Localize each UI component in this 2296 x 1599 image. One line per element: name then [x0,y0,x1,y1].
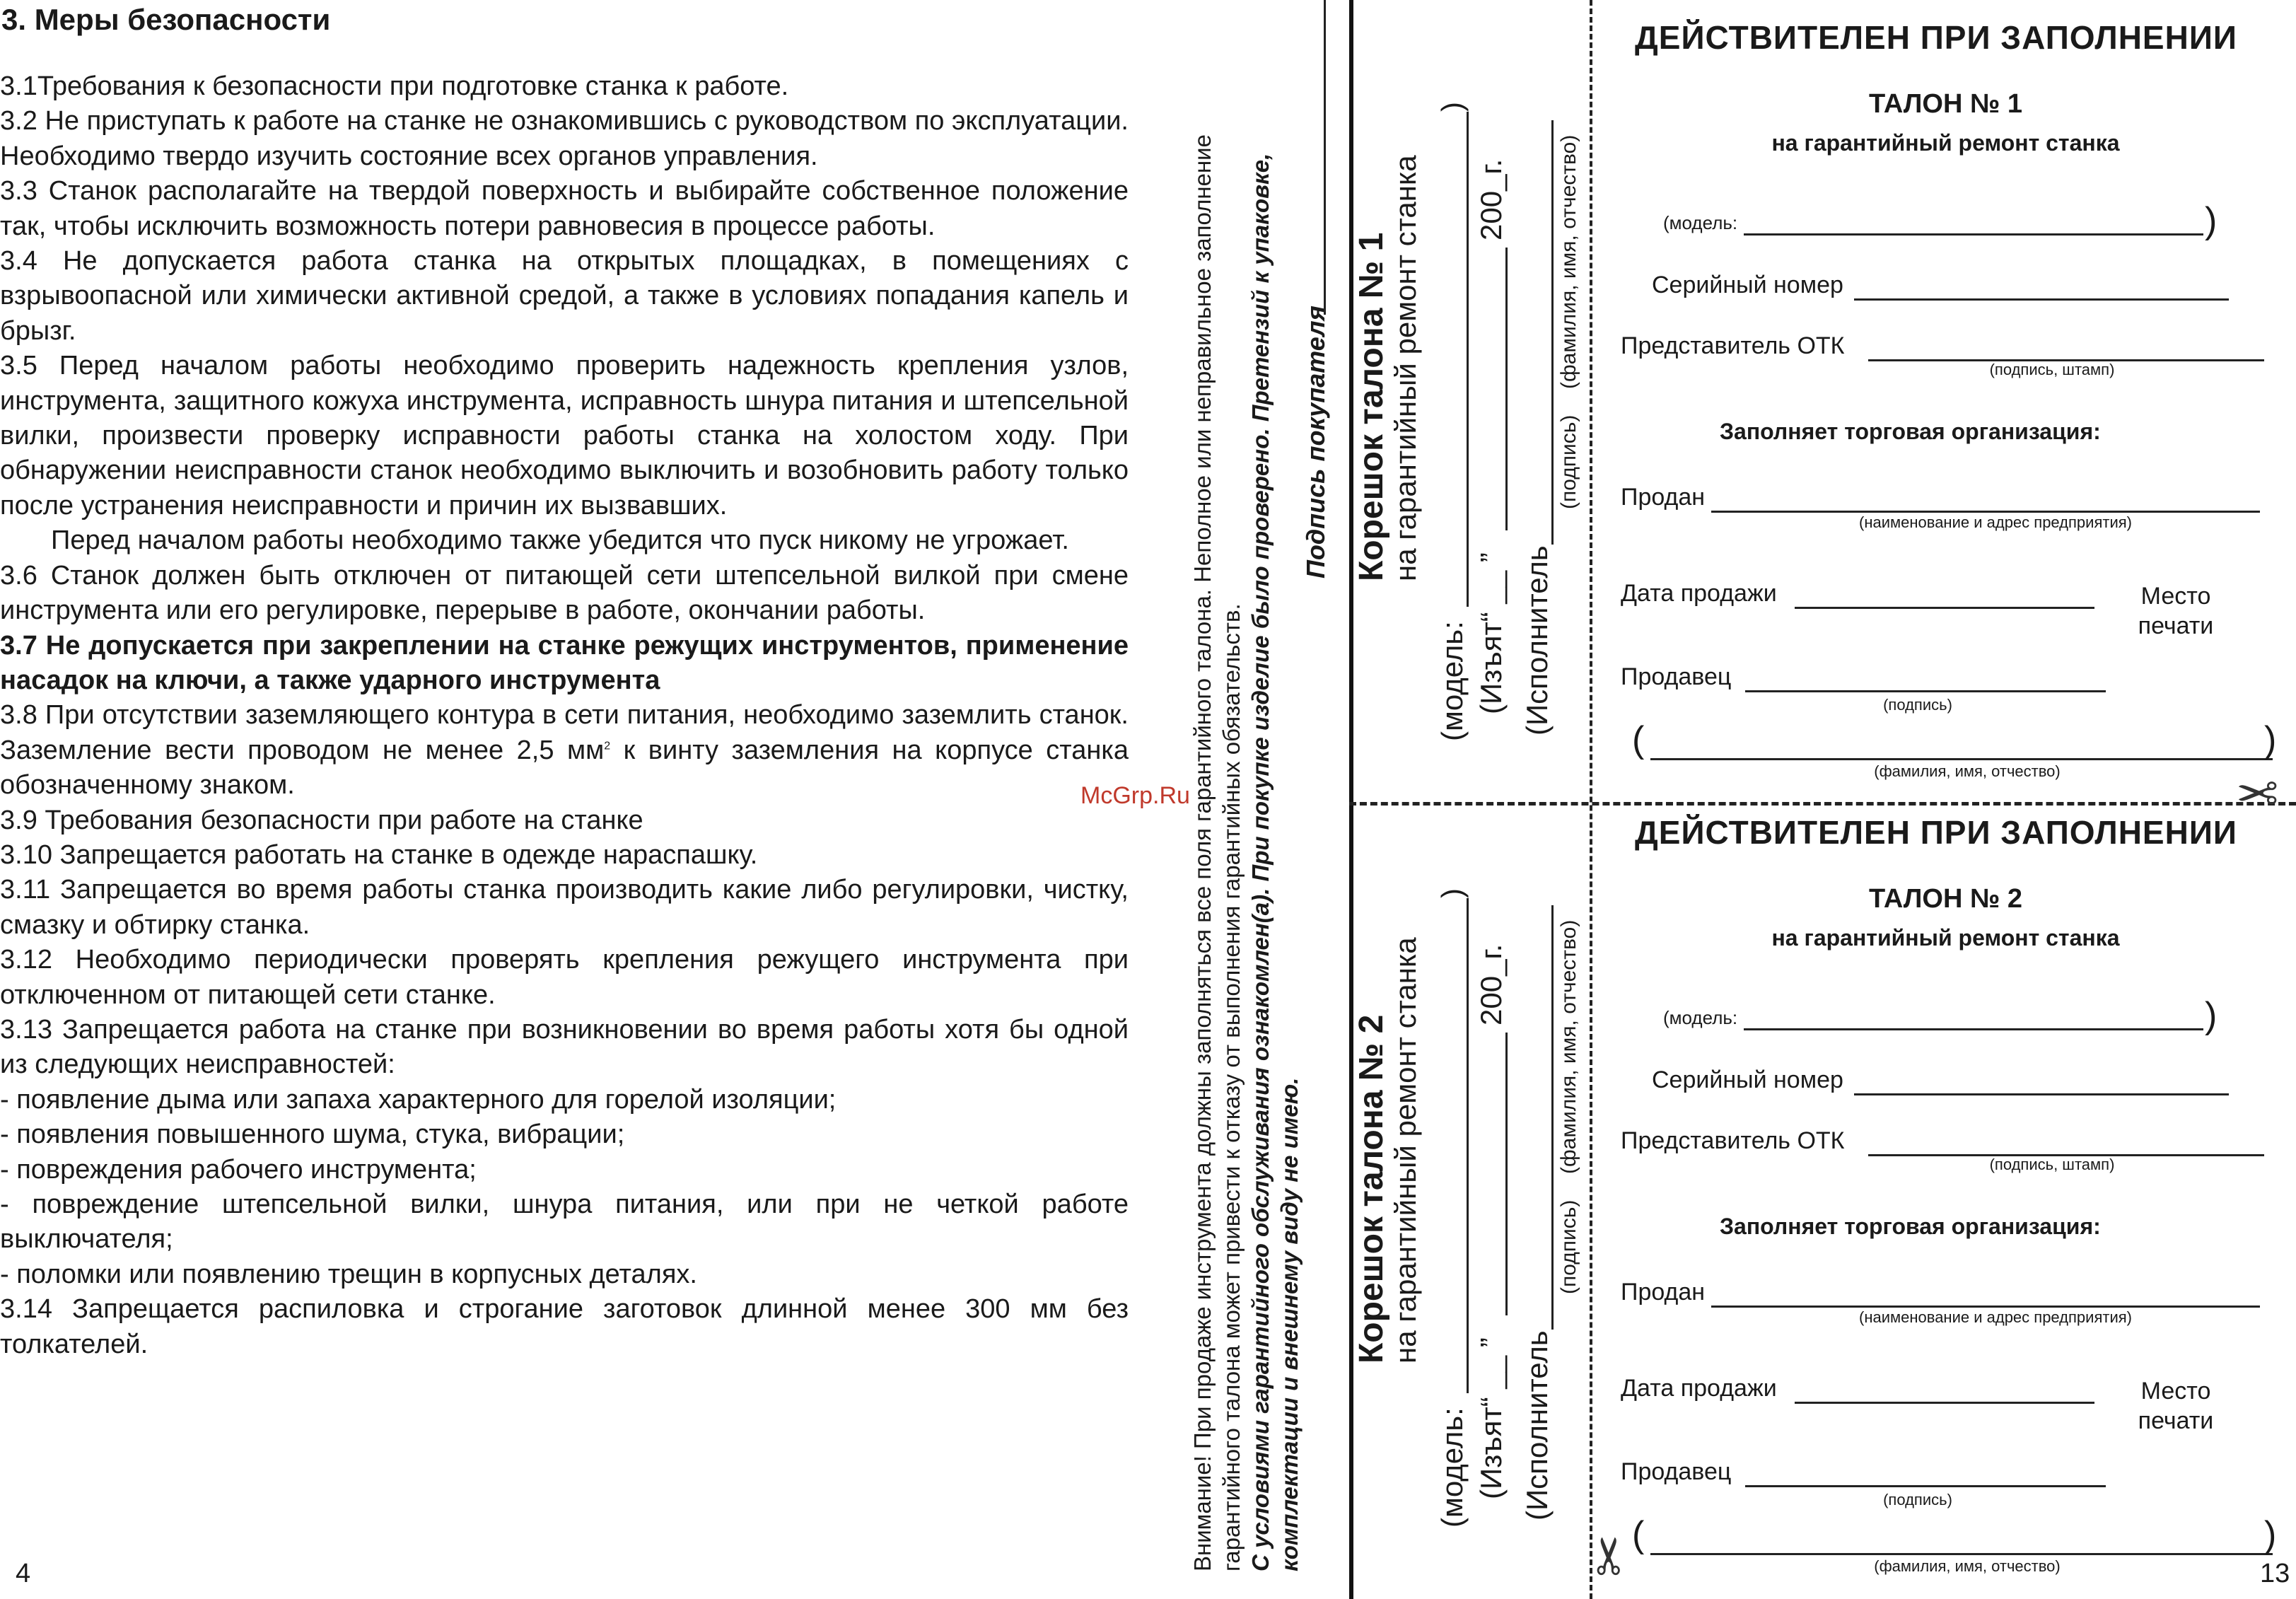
stub-executor-line [1551,905,1554,1330]
rule-paragraph: - повреждение штепсельной вилки, шнура питания, или при не четкой работе выключателя; [0,1190,1129,1255]
sold-line [1711,511,2260,513]
serial-label: Серийный номер [1652,272,1843,298]
sale-date-line [1795,607,2094,609]
coupon-2 [1595,795,2296,1590]
fio-line [1650,1553,2273,1555]
stamp-place: Место печати [2138,583,2214,639]
notice-line-3: С условиями гарантийного обслуживания ознакомлен(а). При покупке изделие было проверено. Претензий к упаковке, [1247,153,1274,1571]
rule-paragraph: 3.6 Станок должен быть отключен от питающей сети штепсельной вилкой при смене инструмента или его регулировке, перерыве в работе, окончании работы. [0,560,1129,626]
seller-line [1745,1485,2106,1487]
stamp-place: Место печати [2138,1378,2214,1434]
stub-model-line [1467,898,1469,1393]
serial-line [1854,1093,2229,1095]
rule-paragraph: 3.14 Запрещается распиловка и строгание заготовок длинной менее 300 мм без толкателей. [0,1294,1129,1359]
trade-org-heading: Заполняет торговая организация: [1720,419,2101,444]
trade-org-heading: Заполняет торговая организация: [1720,1214,2101,1239]
rule-paragraph: 3.11 Запрещается во время работы станка производить какие либо регулировки, чистку, смазку и обтирку станка. [0,875,1129,940]
sold-label: Продан [1621,1279,1706,1306]
rule-paragraph: 3.7 Не допускается при закреплении на станке режущих инструментов, применение насадок на ключи, а также ударного инструмента [0,630,1129,695]
otk-label: Представитель ОТК [1621,332,1845,359]
notice-line-2: гарантийного талона может привести к отказу от выполнения гарантийных обязательств. [1218,603,1245,1571]
serial-line [1854,298,2229,301]
model-label: (модель: [1663,1007,1738,1028]
stub-seized-line [1505,248,1508,530]
stub-subtitle: на гарантийный ремонт станка [1389,937,1422,1363]
serial-label: Серийный номер [1652,1066,1843,1093]
fio-close-paren: ) [2264,1514,2277,1555]
stub-executor: (Исполнитель [1520,545,1554,735]
rule-paragraph: - появление дыма или запаха характерного для горелой изоляции; [0,1084,837,1115]
scissors-icon: ✂ [2236,763,2279,820]
coupon-subtitle: на гарантийный ремонт станка [1771,130,2120,156]
stub-year: 200_г. [1474,943,1508,1025]
rule-paragraph: 3.9 Требования безопасности при работе на станке [0,805,643,835]
coupon-subtitle: на гарантийный ремонт станка [1771,925,2120,950]
stub-2-seized-row [1474,943,1508,1499]
sold-caption: (наименование и адрес предприятия) [1859,513,2132,531]
stub-executor-line [1551,120,1554,545]
valid-when-filled: ДЕЙСТВИТЕЛЕН ПРИ ЗАПОЛНЕНИИ [1635,19,2237,56]
fio-close-paren: ) [2264,719,2277,760]
stub-2-executor-row [1520,1330,1554,1520]
watermark: McGrp.Ru [1080,782,1190,809]
stub-1-model-row [1435,102,1469,741]
model-line [1744,1028,2203,1030]
rule-paragraph: 3.8 При отсутствии заземляющего контура в сети питания, необходимо заземлить станок. Заземление вести проводом не менее 2,5 $мм^2$ к винту заземления на корпусе станка обозначенному знаком. [0,700,1129,801]
rule-paragraph: 3.1Требования к безопасности при подготовке станка к работе. [0,71,789,101]
buyer-signature-line [1324,0,1326,315]
otk-caption: (подпись, штамп) [1989,361,2115,378]
model-label: (модель: [1663,212,1738,233]
sold-caption: (наименование и адрес предприятия) [1859,1308,2132,1326]
stub-year: 200_г. [1474,158,1508,240]
stub-subtitle: на гарантийный ремонт станка [1389,155,1422,581]
sold-label: Продан [1621,484,1706,511]
stub-sign-caption: (подпись) [1557,1199,1580,1294]
sale-date-label: Дата продажи [1621,1375,1777,1402]
rule-paragraph: 3.10 Запрещается работать на станке в одежде нараспашку. [0,839,758,870]
model-line [1744,233,2203,236]
sale-date-line [1795,1402,2094,1404]
coupon-title: ТАЛОН № 1 [1869,89,2022,119]
rule-paragraph: Перед началом работы необходимо также убедится что пуск никому не угрожает. [51,525,1069,556]
sold-line [1711,1306,2260,1308]
fio-caption: (фамилия, имя, отчество) [1874,1557,2061,1575]
rule-paragraph: 3.2 Не приступать к работе на станке не ознакомившись с руководством по эксплуатации. Необходимо твердо изучить состояние всех органов управления. [0,106,1129,171]
fio-open-paren: ( [1632,1514,1645,1555]
section-title: 3. Меры безопасности [1,3,331,36]
left-page [0,0,1131,1599]
stub-fio-caption: (фамилия, имя, отчество) [1557,134,1580,389]
coupon-title: ТАЛОН № 2 [1869,884,2022,914]
stub-2-model-row [1435,888,1469,1528]
stub-model-label: (модель: [1435,1407,1469,1528]
stub-title: Корешок талона № 2 [1353,1014,1390,1363]
rule-paragraph: - появления повышенного шума, стука, вибрации; [0,1120,625,1150]
rule-paragraph: 3.4 Не допускается работа станка на открытых площадках, в помещениях с взрывоопасной или химически активной средой, а также в условиях попадания капель и брызг. [0,246,1129,346]
model-close-paren: ) [2205,995,2218,1036]
seller-caption: (подпись) [1883,696,1952,714]
buyer-signature-label: Подпись покупателя [1301,306,1330,578]
stub-1-seized-row [1474,158,1508,714]
stub-model-close: ) [1435,888,1469,898]
stub-fio-caption: (фамилия, имя, отчество) [1557,919,1580,1174]
stub-seized: (Изъят“ __ ” [1474,1337,1508,1499]
stub-model-label: (модель: [1435,621,1469,741]
cut-line-vertical [1590,0,1592,1599]
otk-label: Представитель ОТК [1621,1127,1845,1154]
rule-paragraph: 3.13 Запрещается работа на станке при возникновении во время работы хотя бы одной из следующих неисправностей: [0,1014,1129,1080]
stub-sign-caption: (подпись) [1557,414,1580,509]
fio-open-paren: ( [1632,719,1645,760]
notice-line-1: Внимание! При продаже инструмента должны заполняться все поля гарантийного талона. Неполное или неправильное заполнение [1189,134,1216,1571]
rule-paragraph: - поломки или появлению трещин в корпусных деталях. [0,1259,697,1289]
fio-line [1650,758,2273,760]
notice-line-4: комплектации и внешнему виду не имею. [1276,1077,1303,1571]
page-number-left: 4 [16,1559,31,1588]
sale-date-label: Дата продажи [1621,580,1777,607]
stub-title: Корешок талона № 1 [1353,232,1390,581]
rule-paragraph: 3.12 Необходимо периодически проверять крепления режущего инструмента при отключенном от питающей сети станке. [0,945,1129,1010]
scissors-icon: ✂ [1582,1534,1639,1578]
otk-caption: (подпись, штамп) [1989,1156,2115,1173]
stub-1-executor-row [1520,545,1554,735]
coupon-1 [1595,0,2296,795]
rule-paragraph: - повреждения рабочего инструмента; [0,1154,477,1185]
stub-executor: (Исполнитель [1520,1330,1554,1520]
rule-paragraph: 3.3 Станок располагайте на твердой поверхность и выбирайте собственное положение так, чтобы исключить возможность потери равновесия в процессе работы. [0,176,1129,241]
seller-caption: (подпись) [1883,1491,1952,1508]
stub-seized: (Изъят“ __ ” [1474,552,1508,714]
model-close-paren: ) [2205,200,2218,241]
buyer-notice [1188,16,1304,1571]
rule-paragraph: 3.5 Перед началом работы необходимо проверить надежность крепления узлов, инструмента, защитного кожуха инструмента, исправность шнура питания и штепсельной вилки, произвести проверку исправности работы станка на холостом ходу. При обнаружении неисправности станок необходимо выключить и возобновить работу только после устранения неисправности и причин их вызвавших. [0,351,1129,521]
safety-rules [0,69,1129,1362]
valid-when-filled: ДЕЙСТВИТЕЛЕН ПРИ ЗАПОЛНЕНИИ [1635,814,2237,851]
stub-seized-line [1505,1033,1508,1315]
stub-model-close: ) [1435,102,1469,112]
stub-model-line [1467,112,1469,607]
seller-line [1745,690,2106,692]
page-number-right: 13 [2260,1559,2290,1588]
fio-caption: (фамилия, имя, отчество) [1874,762,2061,780]
seller-label: Продавец [1621,663,1732,690]
seller-label: Продавец [1621,1458,1732,1485]
